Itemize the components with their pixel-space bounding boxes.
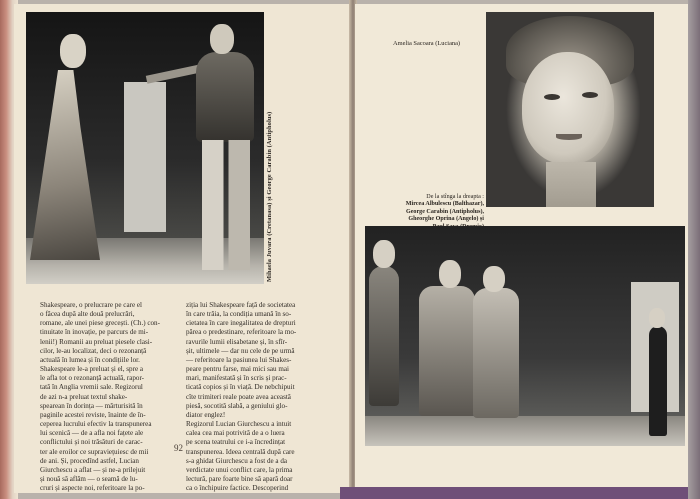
article-line: ziția lui Shakespeare față de societatea [186,301,296,309]
article-line: peare pentru farse, mai mici sau mai [186,365,290,374]
article-line: calea cea mai potrivită de a o luera [186,429,285,438]
article-line: pe scena teatrului ce i-a încredințat [186,438,286,447]
photo-caption-vertical [266,20,280,282]
article-line: le afla tot o rezonanță actuală, rapor- [40,374,145,383]
article-line: Shakespeare, o prelucrare pe care el [40,301,143,309]
actor-head [373,240,395,268]
actor-head [210,24,234,54]
article-line: piesă, socotită slabă, a geniului glo- [186,401,288,410]
cover-edge [340,487,700,499]
article-line: și nouă să aflăm — o seamă de lu- [40,474,138,483]
article-line: Giurchescu a aflat — și ne-a prilejuit [40,465,146,474]
portrait-eye-right [582,92,598,98]
article-column-2 [186,301,326,493]
article-line: cilor, le-au localizat, deci o rezonanță [40,346,147,355]
actress-head [60,34,86,68]
article-line: părea o predestinare, referitoare la mo- [186,328,297,337]
page-number: 92 [174,443,183,453]
article-line: spearean în dorința — mărturisită în [40,401,143,410]
article-line: paginile acestei reviste, înainte de în- [40,410,146,419]
article-line: lui scenică — de a afla noi fațete ale [40,429,144,438]
stage-photo-left [26,12,264,284]
actor-legs [202,140,250,270]
article-line: o făcea după alte două prelucrări, [40,310,135,319]
actor-figure [419,286,475,416]
portrait-caption: Amelia Sacoara (Luciana) [393,40,461,47]
article-line: Shakespeare le-a preluat și el, spre a [40,365,144,374]
article-line: verdictate unui conflict care, la prima [186,465,293,474]
actress-figure [30,70,100,260]
article-line: ticată copios și în viață. De nebchipuit [186,383,295,392]
article-line: — referitoare la pasiunea lui Shakes- [186,355,292,364]
actor-head [439,260,461,288]
actor-head [649,308,665,328]
article-line: șit, ultimele — dar nu cele de pe urmă [186,346,295,355]
article-column-1 [40,301,178,493]
portrait-neck [546,162,596,207]
article-line: actuală în lumea și în condițiile lor. [40,355,140,364]
article-line: cietatea în care inegalitatea de drepturi [186,319,296,328]
stage-floor [365,416,685,446]
stage-photo-right [365,226,685,446]
article-line: Regizorul Lucian Giurchescu a intuit [186,420,292,429]
stage-door [124,82,166,232]
article-line: de ani. Și, procedînd astfel, Lucian [40,456,139,465]
article-line: mari, manifestată și în scris și prac- [186,374,287,383]
actor-figure [473,288,519,418]
article-line: tată în Anglia vremii sale. Regizorul [40,383,143,392]
caption-line: Gheorghe Oprina (Angelo) și [408,216,484,223]
article-line: s-a ghidat Giurchescu a fost de a da [186,456,288,465]
portrait-face [522,52,614,164]
article-line: diator englez! [186,410,226,419]
actor-figure [196,52,254,142]
article-line: ravurile lumii elisabetane și, în sfîr- [186,337,288,346]
article-line: lectură, pare foarte bine să apară doar [186,474,293,483]
article-line: ter ale eroilor ce supraviețuiesc de mii [40,447,149,456]
actress-portrait [486,12,654,207]
caption-line: Mircea Albulescu (Balthazar), [405,201,484,208]
article-line: ceperea lucrului efectiv la transpunerea [40,420,152,429]
article-line: în care trăia, la condiția umană în so- [186,310,292,319]
article-line: tinuitate în inovație, pe parcurs de mi- [40,328,149,337]
actor-figure [369,266,399,406]
article-line: ca o închipuire factice. Descoperind [186,484,289,493]
portrait-eye-left [544,94,560,100]
article-line: de azi n-a preluat textul shake- [40,392,128,401]
portrait-mouth [556,134,582,140]
article-line: romane, ale unei piese grecești. (Ch.) con- [40,319,160,328]
article-line: cruri și aspecte noi, referitoare la po- [40,484,145,493]
article-line: conflictului și noi trăsături de carac- [40,438,143,447]
photo-caption-text: Mihaela Juvara (Cretanasa) și George Carabin (Antipholus) [266,111,273,282]
article-line: transpunerea. Ideea centrală după care [186,447,295,456]
caption-line: George Carabin (Antipholus), [405,208,484,215]
actor-figure [649,326,667,436]
actor-head [483,266,505,292]
article-line: cîte trimiteri reale poate avea această [186,392,291,401]
article-line: lenii!) Romanii au preluat piesele clasi- [40,337,153,346]
page-edge [688,0,700,499]
caption-intro: De la stînga la dreapta : [426,194,484,200]
actor-arm [146,64,202,83]
